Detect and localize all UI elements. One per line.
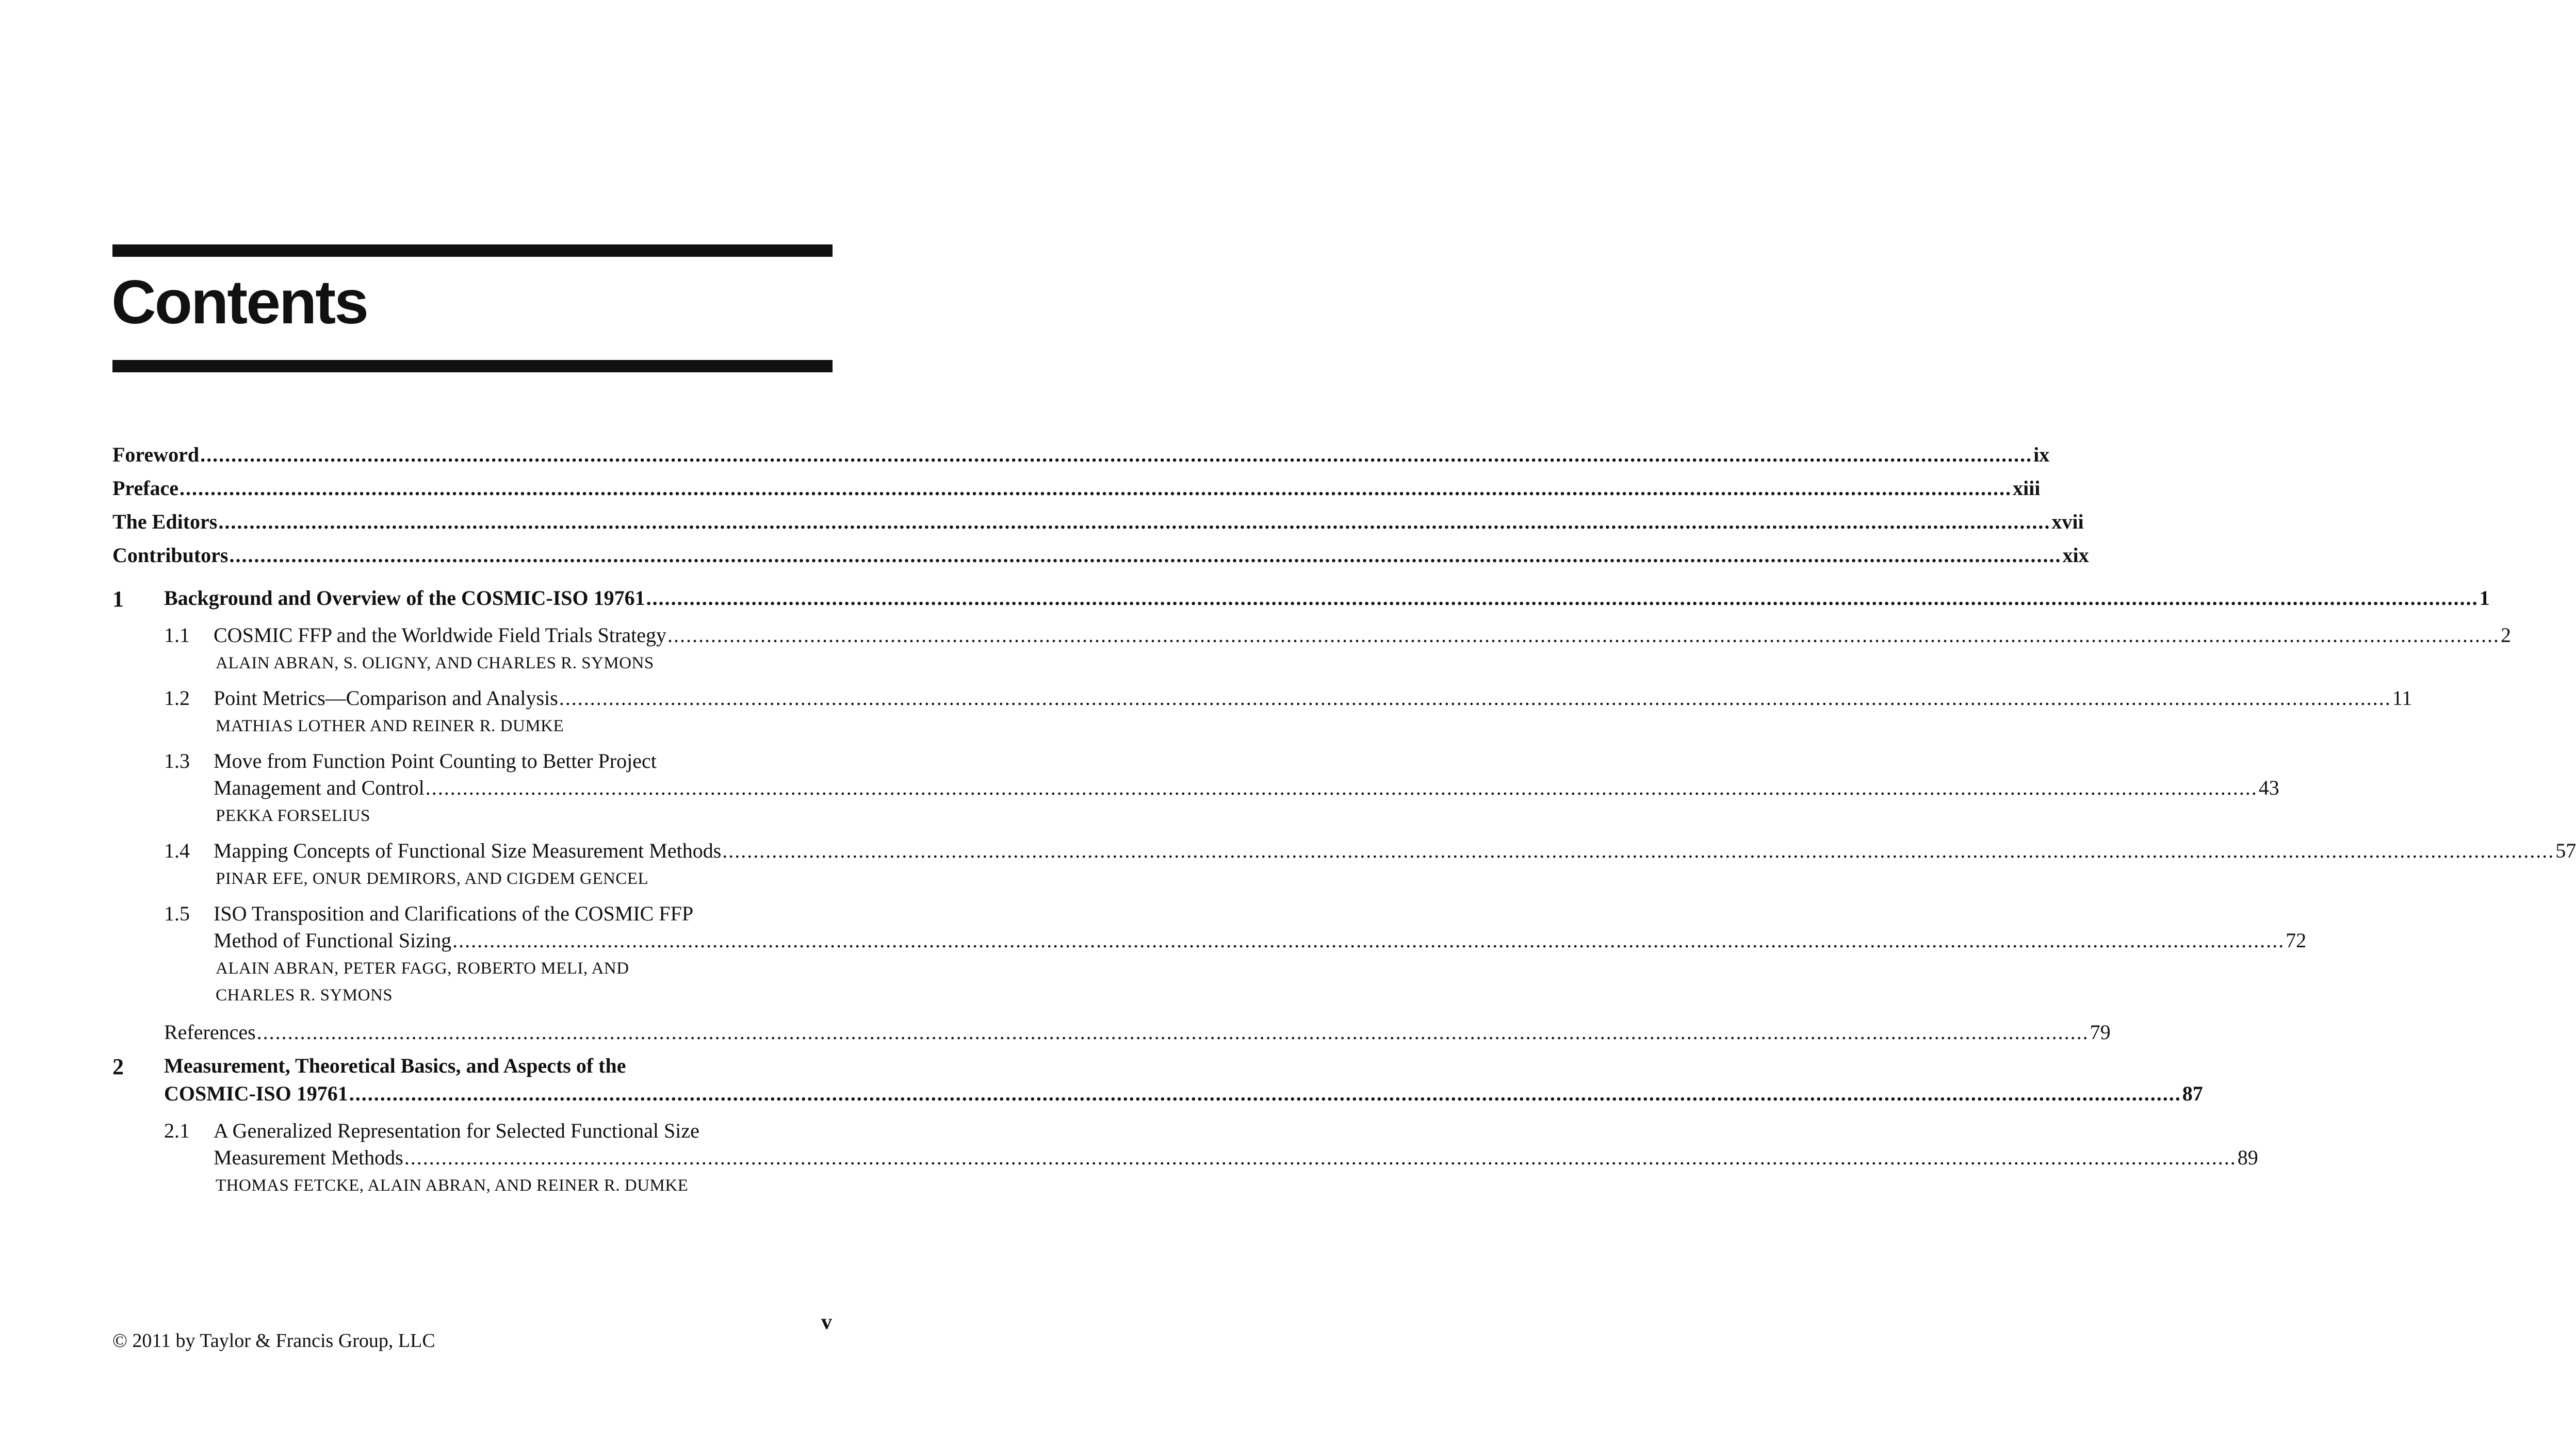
- section-number: 1.1: [164, 623, 190, 647]
- page-ref: 89: [2237, 1146, 2258, 1169]
- section-body: [214, 686, 2412, 739]
- references-entry: [164, 1020, 2111, 1044]
- section-title-line[interactable]: [214, 623, 2511, 650]
- section-authors: PEKKA FORSELIUS: [216, 807, 370, 825]
- chapter-number: 2: [112, 1054, 124, 1079]
- page-ref: 57: [2555, 839, 2576, 862]
- section-number: 2.1: [164, 1119, 190, 1142]
- section-entry: [164, 749, 2279, 829]
- chapter-list: [112, 586, 2576, 1199]
- chapter-title-block: [164, 1054, 2203, 1109]
- section-authors: THOMAS FETCKE, ALAIN ABRAN, AND REINER R. DUMKE: [216, 1176, 689, 1195]
- page-ref: 72: [2286, 929, 2307, 952]
- section-title-line-title: COSMIC FFP and the Worldwide Field Trials Strategy: [214, 623, 666, 647]
- toc-entry[interactable]: [112, 509, 2084, 543]
- page-ref: 2: [2500, 623, 2511, 647]
- page-ref: xvii: [2051, 510, 2084, 533]
- section-title-line-title: Measurement Methods: [214, 1146, 403, 1169]
- section-body: [214, 838, 2576, 892]
- toc-entry[interactable]: [112, 442, 2050, 476]
- section-entry: [164, 838, 2576, 892]
- dot-leader: [559, 686, 2391, 710]
- section-title-line[interactable]: A Generalized Representation for Selected Functional Size: [214, 1119, 699, 1142]
- section-number: 1.4: [164, 839, 190, 862]
- page-ref: 79: [2090, 1021, 2111, 1044]
- chapter-title-line[interactable]: [164, 1081, 2203, 1109]
- page-number: v: [821, 1310, 832, 1334]
- section-entry: [164, 686, 2412, 739]
- bottom-rule: [112, 360, 833, 372]
- dot-leader: [426, 776, 2258, 800]
- dot-leader: [404, 1145, 2237, 1170]
- chapter-title-block: [164, 586, 2490, 614]
- references-line-title: References: [164, 1021, 256, 1044]
- dot-leader: [229, 543, 2061, 567]
- section-title-line[interactable]: [214, 928, 2306, 955]
- dot-leader: [218, 509, 2050, 534]
- front-matter-list: [112, 442, 2089, 577]
- section-authors: CHARLES R. SYMONS: [216, 986, 393, 1005]
- section-number: 1.5: [164, 902, 190, 925]
- chapter-number: 1: [112, 586, 124, 612]
- section-body: [214, 901, 2306, 1009]
- toc-entry-title: Foreword: [112, 443, 200, 466]
- dot-leader: [257, 1020, 2089, 1044]
- page-ref: 87: [2182, 1082, 2203, 1105]
- toc-entry-title: Preface: [112, 476, 179, 500]
- section-title-line-title: Point Metrics—Comparison and Analysis: [214, 686, 558, 710]
- dot-leader: [349, 1081, 2181, 1106]
- dot-leader: [646, 586, 2479, 610]
- dot-leader: [180, 476, 2012, 500]
- page-ref: xix: [2062, 544, 2089, 567]
- section-authors: PINAR EFE, ONUR DEMIRORS, AND CIGDEM GENCEL: [216, 869, 649, 888]
- section-authors: MATHIAS LOTHER AND REINER R. DUMKE: [216, 717, 564, 735]
- chapter-title-line[interactable]: Measurement, Theoretical Basics, and Aspects of the: [164, 1054, 626, 1077]
- chapter-title-line-title: COSMIC-ISO 19761: [164, 1082, 348, 1105]
- dot-leader: [200, 442, 2032, 467]
- dot-leader: [667, 623, 2500, 647]
- page-ref: 43: [2258, 776, 2279, 799]
- section-entry: [164, 1119, 2258, 1199]
- chapter-title-line-title: Background and Overview of the COSMIC-ISO 19761: [164, 586, 645, 610]
- copyright-footer: © 2011 by Taylor & Francis Group, LLC: [112, 1330, 435, 1352]
- section-entry: [164, 623, 2511, 677]
- top-rule: [112, 244, 833, 257]
- section-body: [214, 749, 2279, 829]
- section-title-line-title: Mapping Concepts of Functional Size Measurement Methods: [214, 839, 722, 862]
- section-authors: ALAIN ABRAN, PETER FAGG, ROBERTO MELI, AND: [216, 959, 629, 978]
- chapter-entry: [112, 1054, 2203, 1109]
- page-ref: ix: [2033, 443, 2050, 466]
- section-title-line[interactable]: Move from Function Point Counting to Better Project: [214, 749, 657, 772]
- section-title-line[interactable]: [214, 776, 2279, 802]
- chapter-title-line[interactable]: [164, 586, 2490, 614]
- page-title: Contents: [111, 268, 367, 337]
- table-of-contents: [112, 442, 2576, 1199]
- page-ref: xiii: [2013, 476, 2041, 500]
- section-number: 1.2: [164, 686, 190, 710]
- section-authors: ALAIN ABRAN, S. OLIGNY, AND CHARLES R. SYMONS: [216, 654, 654, 672]
- section-title-line[interactable]: [214, 1145, 2258, 1172]
- section-body: [214, 1119, 2258, 1199]
- chapter-entry: [112, 586, 2490, 614]
- references-line[interactable]: [164, 1020, 2111, 1044]
- toc-entry[interactable]: [112, 543, 2089, 577]
- dot-leader: [452, 928, 2285, 952]
- page-ref: 11: [2392, 686, 2412, 710]
- dot-leader: [722, 838, 2554, 863]
- section-title-line-title: Management and Control: [214, 776, 425, 799]
- section-entry: [164, 901, 2307, 1009]
- section-number: 1.3: [164, 749, 190, 772]
- section-title-line[interactable]: [214, 686, 2412, 713]
- toc-entry[interactable]: [112, 476, 2041, 509]
- section-title-line-title: Method of Functional Sizing: [214, 929, 452, 952]
- page-ref: 1: [2479, 586, 2490, 610]
- section-title-line[interactable]: [214, 838, 2576, 865]
- section-body: [214, 623, 2511, 677]
- section-title-line[interactable]: ISO Transposition and Clarifications of the COSMIC FFP: [214, 902, 694, 925]
- toc-entry-title: Contributors: [112, 544, 229, 567]
- toc-entry-title: The Editors: [112, 510, 218, 533]
